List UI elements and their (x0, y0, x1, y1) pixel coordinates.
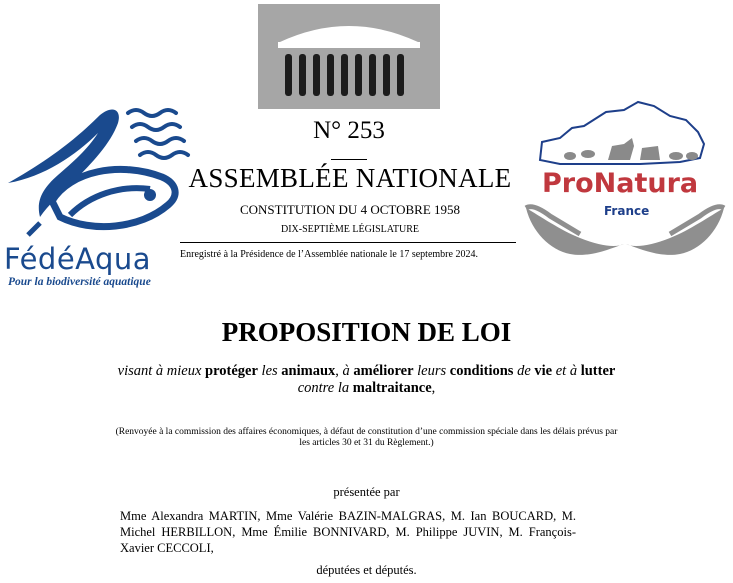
document-title: PROPOSITION DE LOI (221, 317, 512, 347)
pronatura-logo (520, 98, 730, 268)
document-subject (110, 363, 623, 397)
subject-segment: et à (555, 363, 578, 379)
assemblee-nationale-logo (258, 4, 440, 109)
subject-segment: , (431, 380, 436, 396)
subject-segment: de (517, 363, 531, 379)
registration-line: Enregistré à la Présidence de l’Assemblée nationale le 17 septembre 2024. (180, 249, 478, 260)
subject-segment: contre la (297, 380, 350, 396)
divider (180, 242, 516, 243)
subject-segment: améliorer (353, 363, 414, 379)
subject-segment: les (261, 363, 278, 379)
fedeaqua-name: FédéAqua (4, 242, 152, 276)
subject-segment: visant à mieux (117, 363, 206, 379)
subject-segment: lutter (580, 363, 616, 379)
authors-list: Mme Alexandra MARTIN, Mme Valérie BAZIN-MALGRAS, M. Ian BOUCARD, M. Michel HERBILLON, Mme Émilie BONNIVARD, M. Philippe JUVIN, M. François-Xavier CECCOLI, (120, 509, 576, 555)
subject-segment: maltraitance (352, 380, 432, 396)
subject-segment: vie (534, 363, 553, 379)
constitution-line: CONSTITUTION DU 4 OCTOBRE 1958 (239, 202, 461, 217)
hemicycle-icon (258, 4, 440, 109)
divider (331, 159, 367, 160)
fedeaqua-tagline: Pour la biodiversité aquatique (8, 276, 151, 288)
deputies-line: députées et députés. (316, 563, 417, 577)
document-number: N° 253 (313, 117, 385, 144)
institution-name: ASSEMBLÉE NATIONALE (188, 163, 512, 193)
subject-segment: à (342, 363, 350, 379)
subject-segment: protéger (205, 363, 258, 379)
fedeaqua-logo (0, 105, 200, 290)
pronatura-country: France (604, 204, 650, 218)
subject-segment: animaux (281, 363, 336, 379)
subject-segment: leurs (417, 363, 447, 379)
presented-by: présentée par (333, 485, 400, 499)
legislature-line: DIX-SEPTIÈME LÉGISLATURE (280, 224, 420, 235)
referral-note: (Renvoyée à la commission des affaires économiques, à défaut de constitution d’une commission spéciale dans les délais prévus par les articles 30 et 31 du Règlement.) (115, 427, 618, 448)
pronatura-name: ProNatura (542, 168, 699, 199)
subject-segment: , (335, 363, 343, 379)
subject-segment: conditions (449, 363, 514, 379)
